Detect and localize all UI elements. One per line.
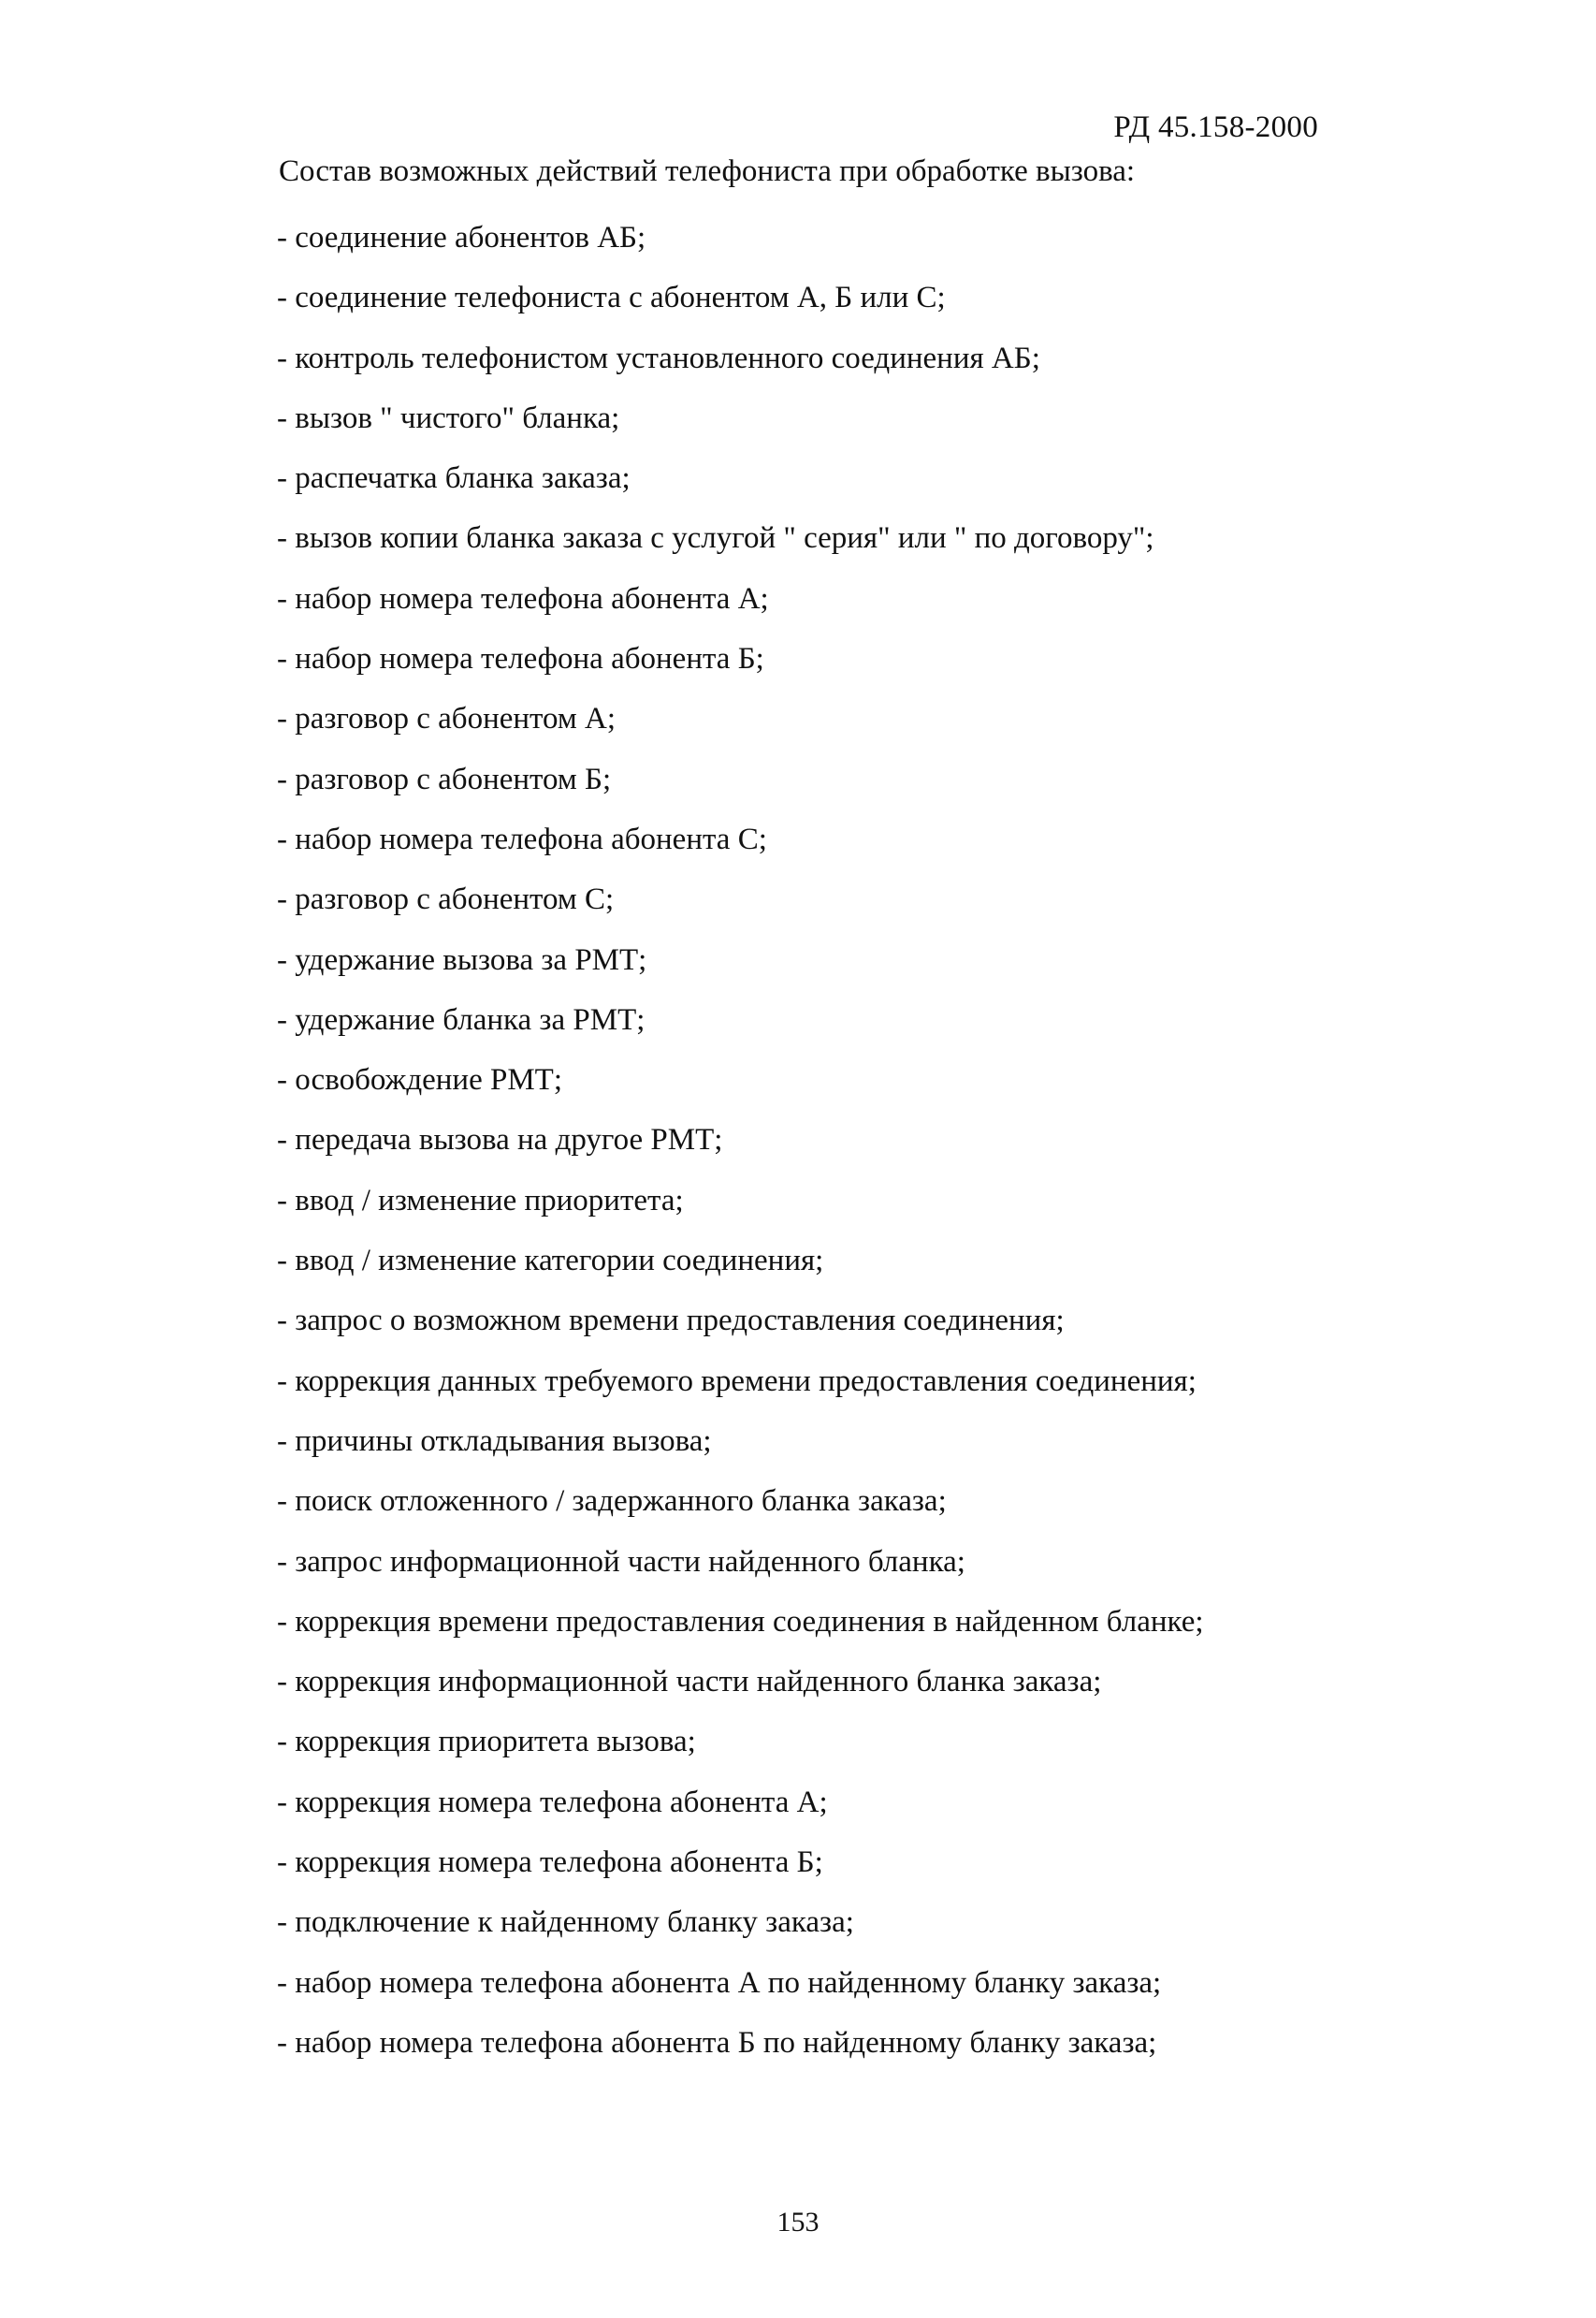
operator-actions-list bbox=[277, 208, 1204, 2073]
list-item: - набор номера телефона абонента Б; bbox=[277, 642, 764, 677]
list-item: - запрос о возможном времени предоставления соединения; bbox=[277, 1304, 1065, 1338]
document-code: РД 45.158-2000 bbox=[1113, 110, 1318, 144]
list-item: - коррекция данных требуемого времени предоставления соединения; bbox=[277, 1363, 1197, 1398]
list-item: - удержание бланка за РМТ; bbox=[277, 1002, 646, 1037]
list-item: - разговор с абонентом Б; bbox=[277, 762, 612, 796]
list-item: - набор номера телефона абонента А; bbox=[277, 581, 769, 616]
list-item: - удержание вызова за РМТ; bbox=[277, 942, 647, 977]
list-item: - причины откладывания вызова; bbox=[277, 1423, 712, 1458]
list-item: - вызов " чистого" бланка; bbox=[277, 401, 620, 435]
list-item: - коррекция номера телефона абонента Б; bbox=[277, 1845, 823, 1880]
list-item: - коррекция времени предоставления соединения в найденном бланке; bbox=[277, 1604, 1204, 1639]
list-item: - соединение телефониста с абонентом А, Б или С; bbox=[277, 281, 946, 315]
list-item: - набор номера телефона абонента А по найденному бланку заказа; bbox=[277, 1965, 1162, 2000]
list-item: - передача вызова на другое РМТ; bbox=[277, 1123, 723, 1158]
list-item: - разговор с абонентом С; bbox=[277, 882, 615, 917]
list-item: - разговор с абонентом А; bbox=[277, 702, 617, 736]
list-item: - контроль телефонистом установленного соединения АБ; bbox=[277, 341, 1040, 375]
list-item: - запрос информационной части найденного бланка; bbox=[277, 1544, 965, 1579]
list-item: - вызов копии бланка заказа с услугой " серия" или " по договору"; bbox=[277, 521, 1154, 556]
list-item: - набор номера телефона абонента Б по найденному бланку заказа; bbox=[277, 2025, 1157, 2060]
list-item: - коррекция номера телефона абонента А; bbox=[277, 1785, 828, 1819]
list-item: - коррекция приоритета вызова; bbox=[277, 1725, 696, 1759]
list-item: - коррекция информационной части найденного бланка заказа; bbox=[277, 1665, 1102, 1699]
list-item: - ввод / изменение категории соединения; bbox=[277, 1244, 824, 1278]
list-item: - соединение абонентов АБ; bbox=[277, 221, 646, 255]
list-intro: Состав возможных действий телефониста при обработке вызова: bbox=[279, 154, 1136, 188]
list-item: - набор номера телефона абонента С; bbox=[277, 822, 767, 856]
list-item: - распечатка бланка заказа; bbox=[277, 461, 631, 496]
page-number: 153 bbox=[776, 2207, 820, 2238]
list-item: - освобождение РМТ; bbox=[277, 1063, 563, 1098]
list-item: - подключение к найденному бланку заказа; bbox=[277, 1905, 854, 1940]
list-item: - поиск отложенного / задержанного бланка заказа; bbox=[277, 1484, 947, 1519]
list-item: - ввод / изменение приоритета; bbox=[277, 1183, 684, 1217]
